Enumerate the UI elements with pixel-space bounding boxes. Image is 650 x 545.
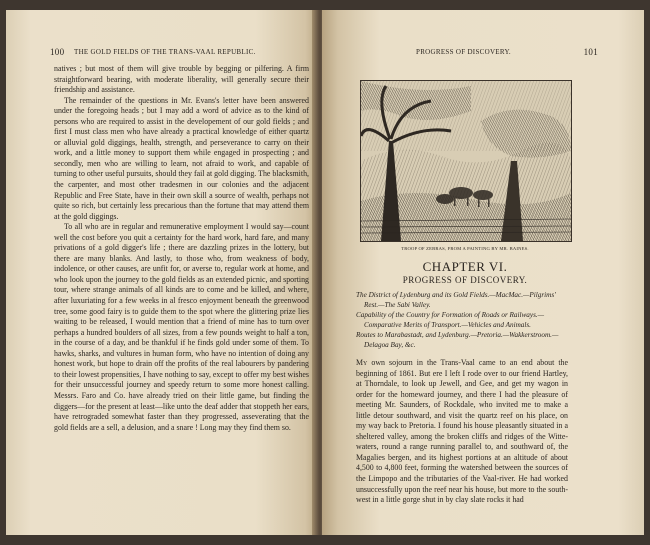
- chapter-label: CHAPTER VI.: [422, 259, 508, 274]
- left-paragraph: natives ; but most of them will give trouble by begging or pilfering. A firm straightforward bearing, with moderate liberality, will generally secure their friendship and assistance.: [54, 64, 309, 95]
- illustration-caption: TROOP OF ZEBRAS, FROM A PAINTING BY MR. BAINES.: [401, 246, 529, 251]
- summary-line: Capability of the Country for Formation of Roads or Railways.—Comparative Merits of Transport.—Vehicles and Animals.: [356, 311, 545, 329]
- chapter-summary: [356, 291, 570, 352]
- left-page-number: 100: [50, 47, 65, 57]
- right-running-head-title: PROGRESS OF DISCOVERY.: [416, 48, 511, 56]
- zebra-engraving-illustration: [360, 80, 572, 242]
- right-paragraph: [356, 358, 568, 506]
- engraving-image: [361, 81, 571, 241]
- left-paragraph: To all who are in regular and remunerative employment I would say—count well the cost before you quit a certainty for the hard work, hard fare, and many privations of a gold digger's life ; there are dazzling prizes in the lottery, but there are many blanks. And lastly, to those who, from weakness of body, indolence, or other causes, are unfit for, or averse to, regular work at home, and who look upon the journey to the gold fields as an extended picnic, and sporting tour, where strange animals of all kinds are to come and be killed, and where, after luxuriating for a few weeks in al fresco enjoyment beneath the greenwood tree, some good fairy is to guide them to the spot where the glittering prize lies waiting to be released, I would mention that a friend of mine has to turn over perhaps a hundred boulders of all sizes, from a few pounds weight to half a ton, in the course of a day, and be thankful if he finds gold under some of them. To hawks, sharks, and vultures in human form, who have no intention of doing any honest work, but hope to drain off the profits of the real labourers by pandering to their lowest propensities, I have nothing to say, except to offer my best wishes for their unsuccessful journey and speedy return to some more honest calling. Messrs. Faro and Co. have already tried on their little game, but finding the diggers—for the present at least—like unto the deaf adder that stoppeth her ears, have retrograded somewhat faster than they progressed, asseverating that the gold fields are a sell, a delusion, and a snare ! Long may they find them so.: [54, 222, 309, 432]
- right-page-number: 101: [583, 47, 598, 57]
- chapter-title: PROGRESS OF DISCOVERY.: [402, 275, 528, 285]
- right-body-text: [356, 358, 568, 506]
- summary-line: The District of Lydenburg and its Gold Fields.—MacMac.—Pilgrims' Rest.—The Sabi Valley.: [356, 291, 556, 309]
- left-page: [6, 10, 318, 535]
- left-running-head-title: THE GOLD FIELDS OF THE TRANS-VAAL REPUBLIC.: [74, 48, 256, 56]
- left-paragraph: The remainder of the questions in Mr. Evans's letter have been answered under the foregoing heads ; but I may add a word of advice as to the kind of persons who are required to assist in the developement of our gold fields ; and first I must class men who have already a practical knowledge of either quartz or alluvial gold diggings, health, strength, and perseverance to carry on their work, and a little money to support them while engaged in prospecting ; and secondly, men who are willing to learn, not afraid to work, and capable of turning to other useful pursuits, should they fail at gold digging. The blacksmith, the carpenter, and most other tradesmen in our colonies and the adjacent Republic and Free State, have in their own skill a source of wealth, perhaps not quite so rich, but certainly less precarious than the fortune that may attend them at the gold diggings.: [54, 95, 309, 221]
- right-page: [322, 10, 644, 535]
- summary-line: Routes to Marabastadt, and Lydenburg.—Pretoria.—Wakkerstroom.—Delagoa Bay, &c.: [356, 331, 559, 349]
- left-body-text: [54, 64, 309, 433]
- opening-word: My: [356, 358, 368, 367]
- right-paragraph-text: own sojourn in the Trans-Vaal came to an end about the beginning of 1861. But ere I left I rode over to our friend Hartley, at Thorndale, to look up Jewell, and Gee, and get my wagon in order for the homeward journey, and there I had the pleasure of meeting Mr. Saunders, of Rockdale, who invited me to make a little detour southward, and visit the quartz reef on his place, on my way back to Pretoria. I found his house pleasantly situated in a sheltered valley, among the broken cliffs and ridges of the Witte-waters, round a range running parallel to, and southward of, the Magalies bergen, and its highest portions at an altitude of about 4,500 to 4,800 feet, forming the watershed between the sources of the Limpopo and the tributaries of the Vaal-river. He had worked unsuccessfully upon the reef near his house, but more to the south-west in a little gorge shut in by clay slate rocks it had: [356, 358, 568, 505]
